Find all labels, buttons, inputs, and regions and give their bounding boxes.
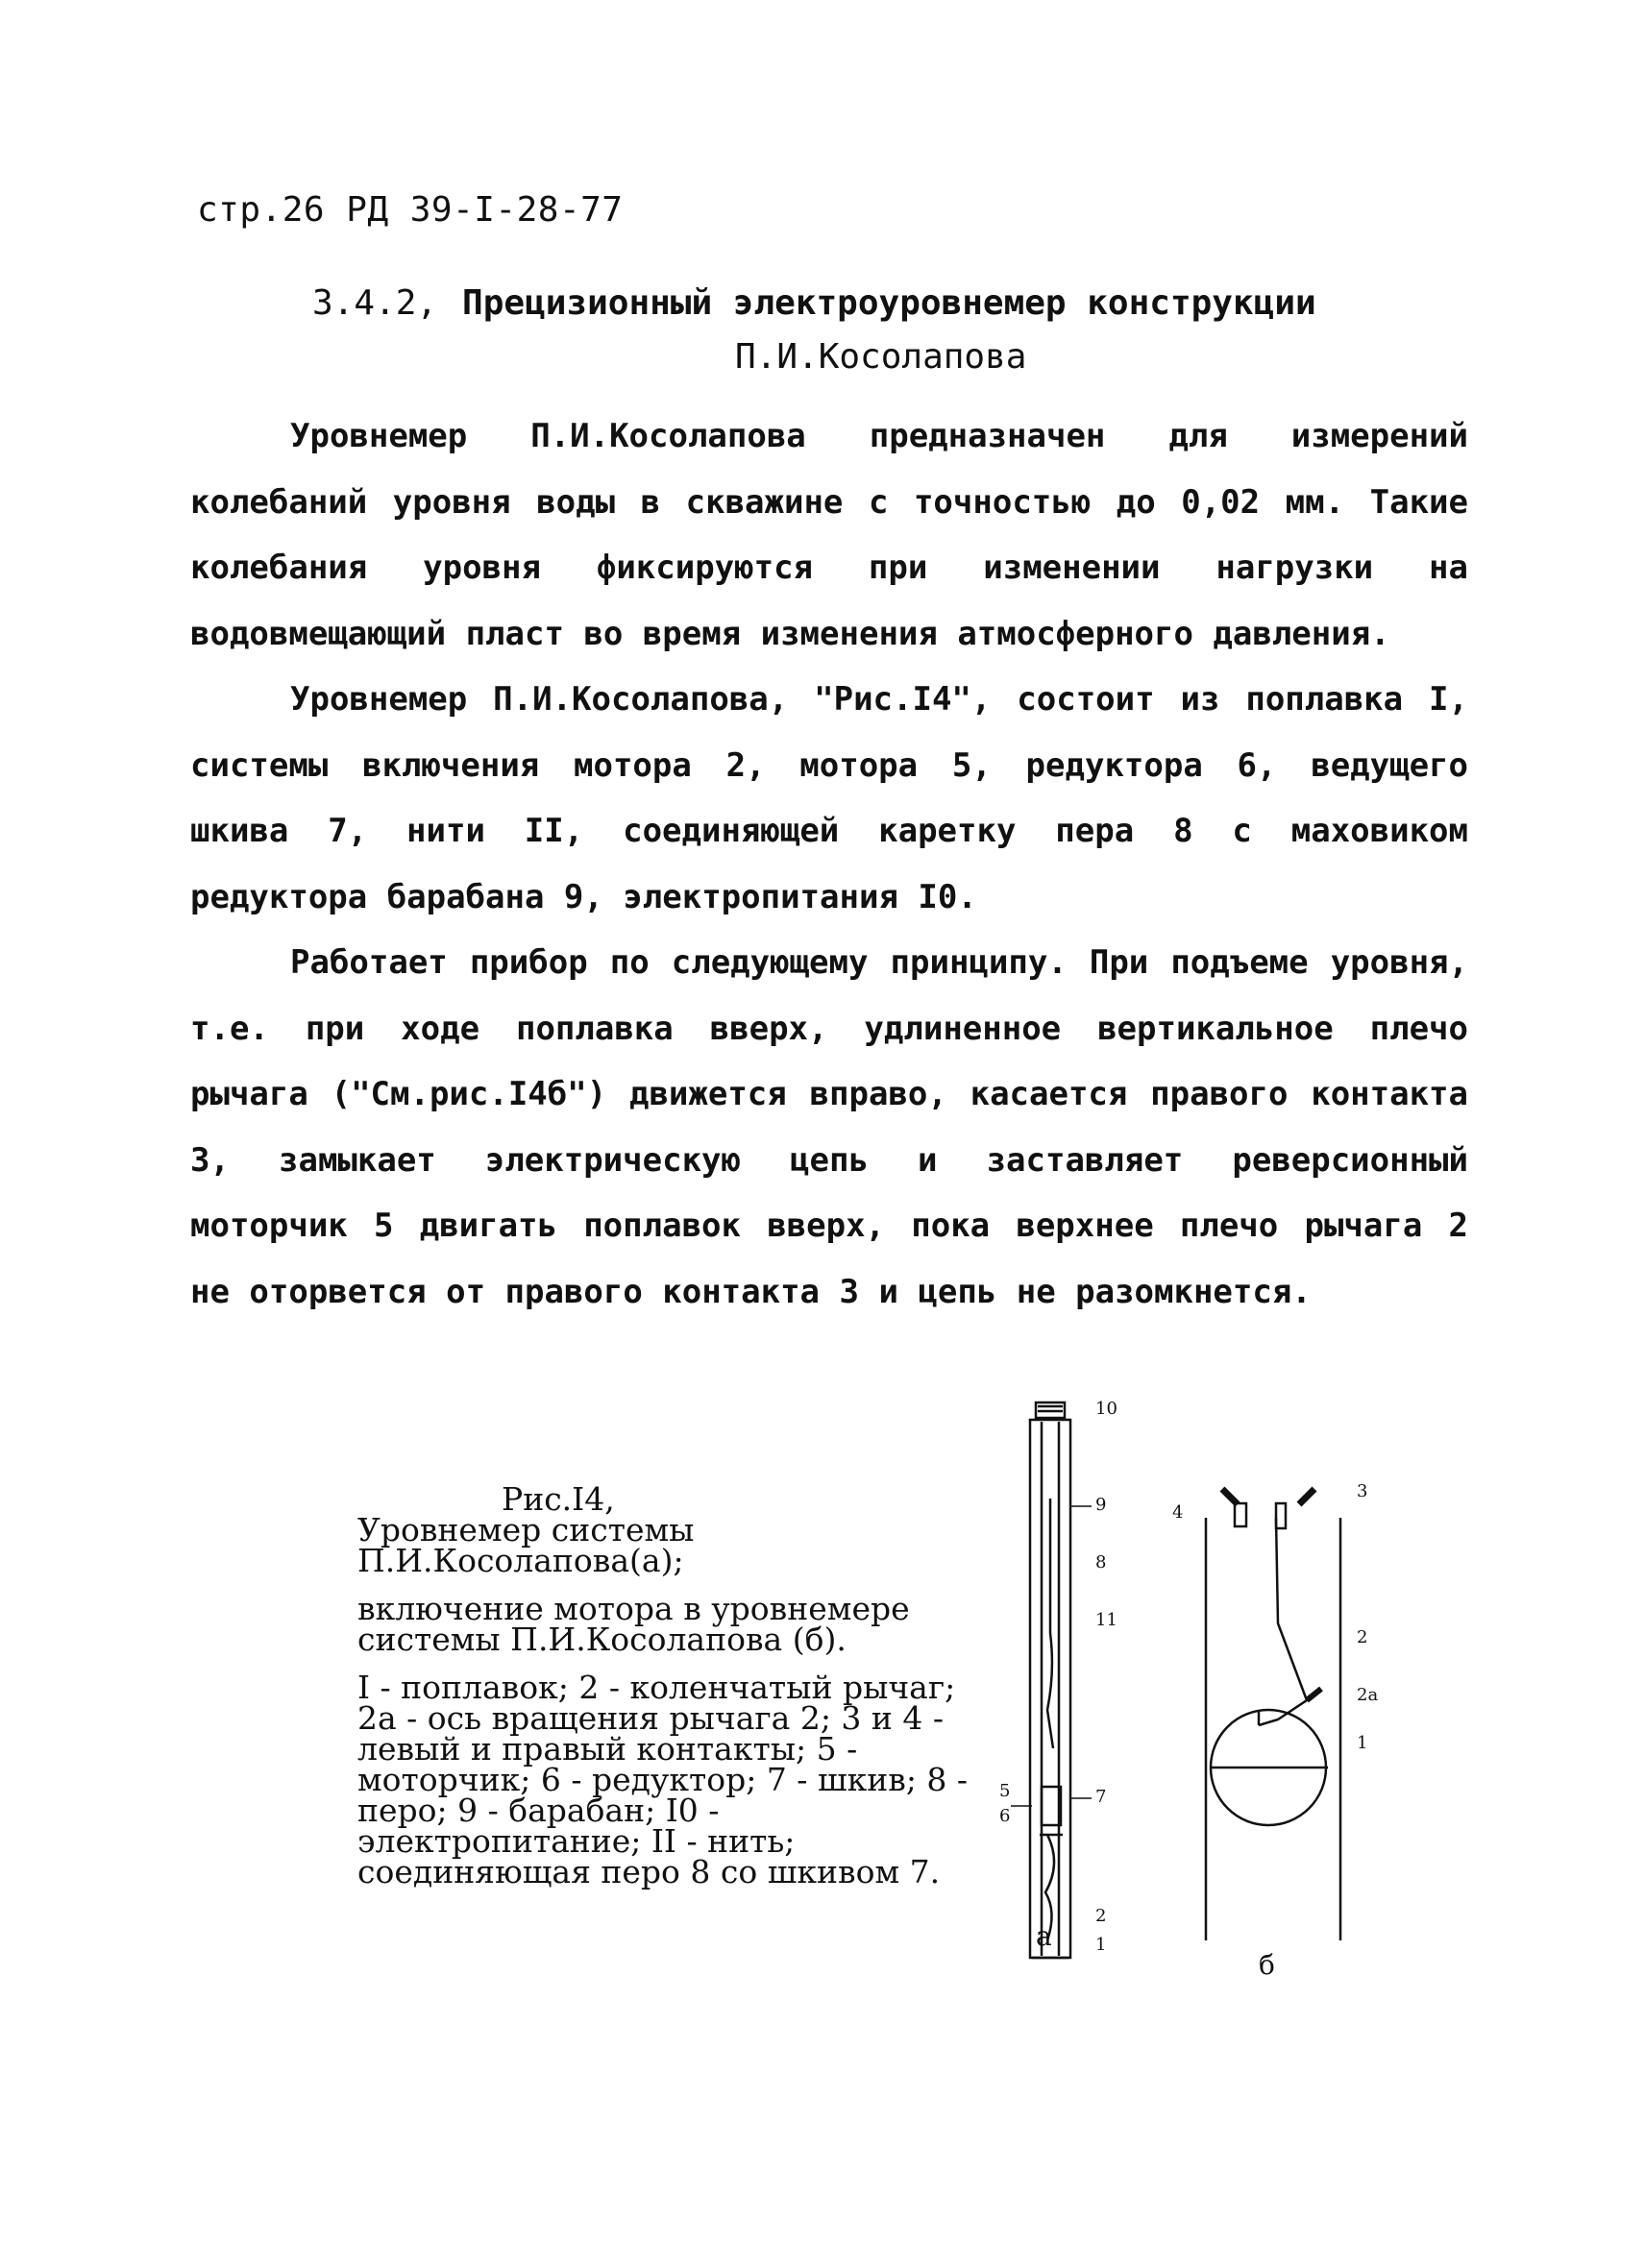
- caption-a: Уровнемер системы П.И.Косолапова(а);: [357, 1511, 695, 1579]
- label-b-4: 4: [1172, 1502, 1184, 1523]
- label-a-11: 11: [1095, 1610, 1117, 1630]
- paragraph-3: Работает прибор по следующему принципу. При подъеме уровня, т.е. при ходе поплавка вверх, удлиненное вертикальное плечо рычага ("См.рис.I4б") движется вправо, касается правого контакта 3, замыкает электрическую цепь и заставляет реверсионный моторчик 5 двигать поплавок вверх, пока верхнее плечо рычага 2 не оторвется от правого контакта 3 и цепь не разомкнется.: [190, 943, 1468, 1311]
- contact-right-wire: [1299, 1489, 1314, 1504]
- label-b-3: 3: [1357, 1481, 1368, 1501]
- section-title-line1: Прецизионный электроуровнемер конструкции: [462, 283, 1316, 323]
- label-a-1: 1: [1095, 1935, 1107, 1955]
- level-gauge-diagram: [970, 1383, 1412, 1979]
- section-heading: [312, 277, 1465, 384]
- figure-title: Рис.I4,: [502, 1480, 615, 1518]
- thread-line: [1047, 1499, 1053, 1748]
- switch-drawing-b: [1206, 1489, 1340, 1940]
- contact-left-wire: [1222, 1489, 1238, 1504]
- label-a-2: 2: [1095, 1906, 1107, 1926]
- contact-3: [1276, 1503, 1286, 1528]
- crank-lever: [1259, 1518, 1307, 1725]
- section-title-line2: П.И.Косолапова: [735, 337, 1027, 377]
- label-b-2: 2: [1357, 1627, 1368, 1647]
- lever-axis: [1307, 1689, 1321, 1700]
- gauge-drawing-a: [1030, 1402, 1070, 1958]
- label-a-7: 7: [1095, 1787, 1107, 1807]
- paragraph-2: Уровнемер П.И.Косолапова, "Рис.I4", состоит из поплавка I, системы включения мотора 2, мотора 5, редуктора 6, ведущего шкива 7, нити II, соединяющей каретку пера 8 с маховиком редуктора барабана 9, электропитания I0.: [190, 680, 1468, 916]
- contact-4: [1235, 1503, 1246, 1526]
- caption-b: включение мотора в уровнемере системы П.И.Косолапова (б).: [357, 1590, 910, 1658]
- body-text: [190, 403, 1468, 1325]
- label-a-9: 9: [1095, 1495, 1107, 1515]
- sub-label-b: б: [1259, 1949, 1275, 1979]
- figure-drawing: [970, 1383, 1412, 1979]
- label-b-1: 1: [1357, 1733, 1368, 1753]
- sub-label-a: а: [1036, 1920, 1052, 1952]
- section-number: 3.4.2,: [312, 283, 438, 323]
- label-b-2a: 2а: [1357, 1685, 1379, 1705]
- paragraph-1: Уровнемер П.И.Косолапова предназначен для измерений колебаний уровня воды в скважине с точностью до 0,02 мм. Такие колебания уровня фиксируются при изменении нагрузки на водовмещающий пласт во время изменения атмосферного давления.: [190, 417, 1468, 653]
- label-a-5: 5: [999, 1781, 1011, 1801]
- label-a-8: 8: [1095, 1552, 1107, 1573]
- label-a-6: 6: [999, 1806, 1011, 1826]
- label-a-10: 10: [1095, 1399, 1117, 1419]
- page-header: стр.26 РД 39-I-28-77: [197, 190, 624, 230]
- figure-legend: I - поплавок; 2 - коленчатый рычаг; 2а - ось вращения рычага 2; 3 и 4 - левый и правый контакты; 5 - моторчик; 6 - редуктор; 7 - шкив; 8 - перо; 9 - барабан; I0 - электропитание; II - нить; соединяющая перо 8 со шкивом 7.: [357, 1669, 969, 1890]
- figure-caption: [357, 1480, 992, 1890]
